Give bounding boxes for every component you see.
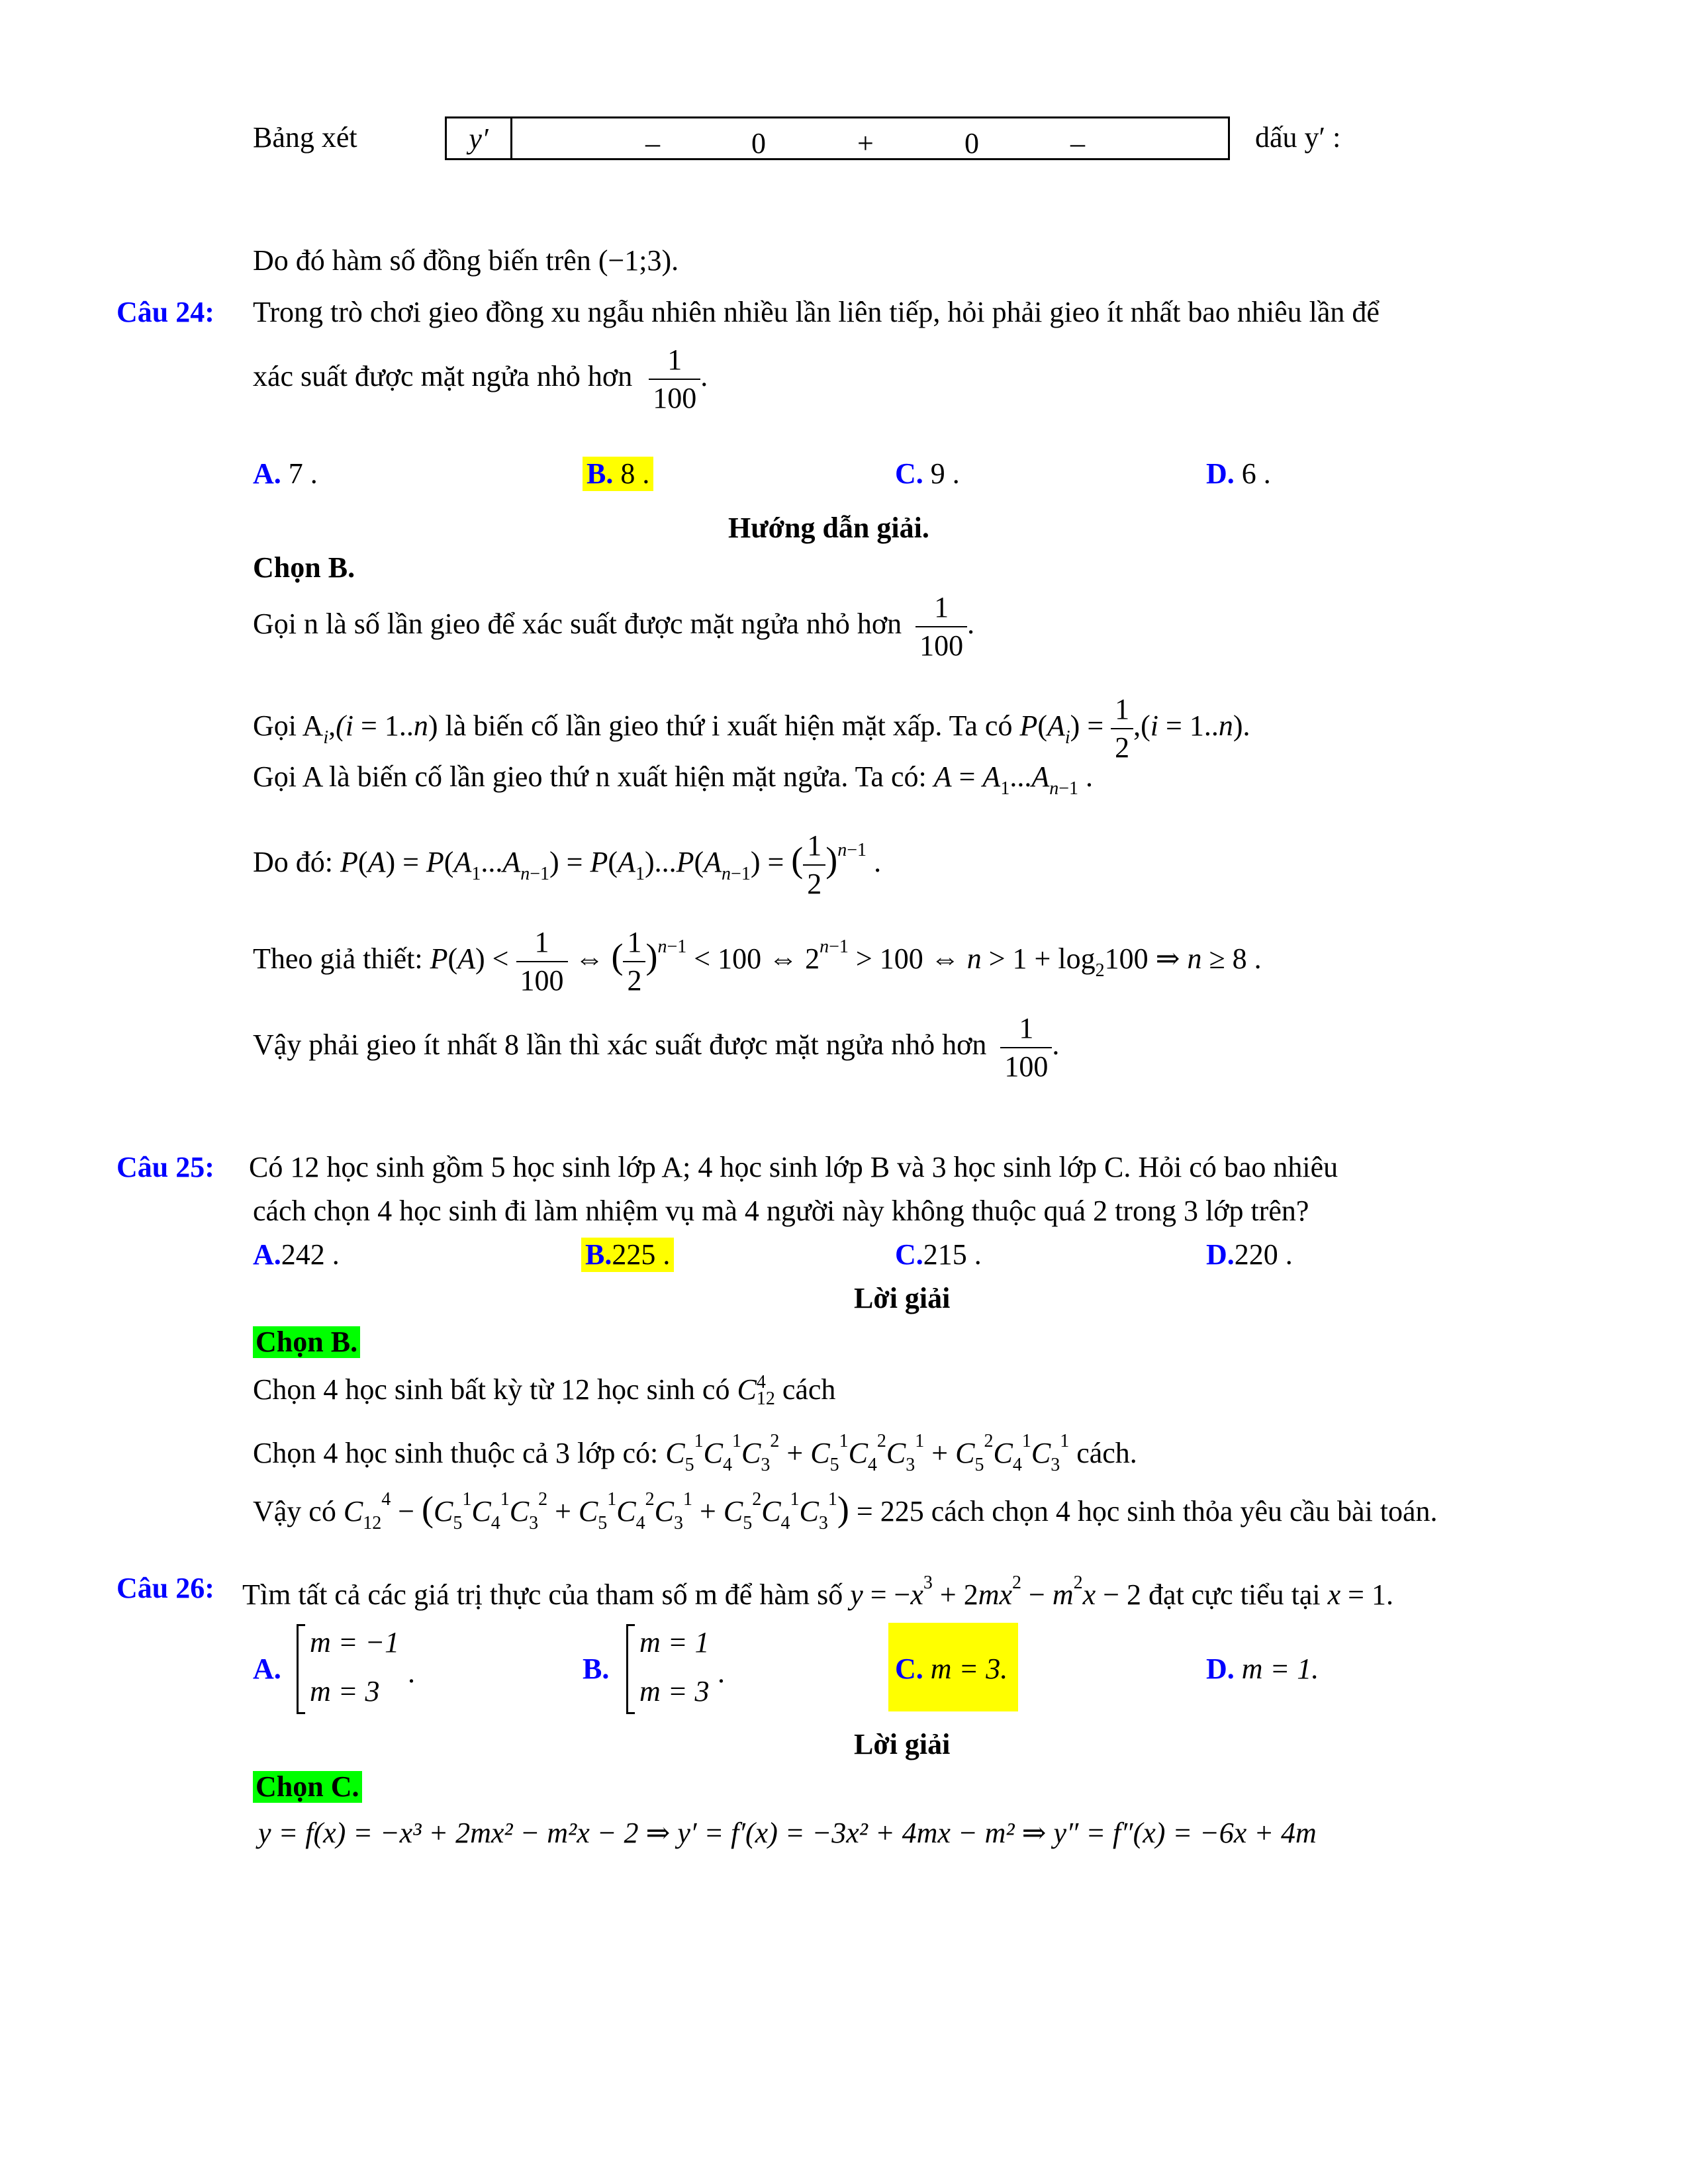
q26-option-a-line1: m = −1 bbox=[310, 1626, 400, 1659]
q24-option-d bbox=[1206, 459, 1271, 488]
q26-option-d bbox=[1206, 1655, 1319, 1684]
q24-sol1-fraction bbox=[915, 593, 967, 660]
q25-sol3-b: = 225 cách chọn 4 học sinh thỏa yêu cầu bài toán. bbox=[856, 1495, 1438, 1527]
option-letter: A. bbox=[253, 457, 281, 490]
q26-text-a: Tìm tất cả các giá trị thực của tham số m để hàm số bbox=[242, 1578, 843, 1611]
option-value: 242 . bbox=[281, 1238, 340, 1271]
q25-sol1: Chọn 4 học sinh bất kỳ từ 12 học sinh có C 4 12 cách bbox=[253, 1372, 836, 1410]
q26-guide-title: Lời giải bbox=[854, 1728, 951, 1760]
q24-text-line2-text: xác suất được mặt ngửa nhỏ hơn bbox=[253, 360, 633, 393]
option-value: 225 . bbox=[612, 1238, 671, 1271]
q25-sol2: Chọn 4 học sinh thuộc cả 3 lớp có: $C_5^1C_4^1C_3^2 + C_5^1C_4^2C_3^1 + C_5^2C_4^1C_3^1$ cách. bbox=[253, 1431, 1137, 1475]
q24-text-line2: xác suất được mặt ngửa nhỏ hơn $\frac{1}{100}$ . bbox=[253, 343, 708, 414]
q26-text-b: đạt cực tiểu tại bbox=[1149, 1578, 1321, 1611]
option-value: 215 . bbox=[923, 1238, 982, 1271]
option-letter: B. bbox=[585, 1238, 612, 1271]
sign-table-suffix: dấu y′ : bbox=[1255, 121, 1341, 154]
q24-sol1: Gọi n là số lần gieo để xác suất được mặt ngửa nhỏ hơn $\frac{1}{100}$ . bbox=[253, 591, 975, 662]
q24-sol1-text: Gọi n là số lần gieo để xác suất được mặt ngửa nhỏ hơn bbox=[253, 608, 902, 641]
sign-table-label: Bảng xét bbox=[253, 121, 357, 154]
frac-den: 100 bbox=[915, 626, 967, 660]
q25-text-line2: cách chọn 4 học sinh đi làm nhiệm vụ mà 4 người này không thuộc quá 2 trong 3 lớp trên? bbox=[253, 1195, 1309, 1227]
frac-num: 1 bbox=[934, 591, 949, 623]
q25-option-a bbox=[253, 1240, 340, 1269]
option-value: 8 . bbox=[620, 457, 650, 490]
q25-sol1-a: Chọn 4 học sinh bất kỳ từ 12 học sinh có bbox=[253, 1373, 730, 1406]
q26-option-a-letter: A. bbox=[253, 1653, 281, 1685]
q26-option-b-line2: m = 3 bbox=[639, 1675, 710, 1707]
option-value: 6 . bbox=[1241, 457, 1271, 490]
q24-sol6-fraction bbox=[1000, 1014, 1052, 1081]
q24-sol6-text: Vậy phải gieo ít nhất 8 lần thì xác suất được mặt ngửa nhỏ hơn bbox=[253, 1028, 987, 1062]
q24-option-c bbox=[895, 459, 960, 488]
q25-label: Câu 25: bbox=[117, 1151, 214, 1183]
q26-option-c bbox=[895, 1655, 1008, 1684]
q25-sol1-b: cách bbox=[782, 1373, 836, 1406]
q24-sol3: Gọi A là biến cố lần gieo thứ n xuất hiện mặt ngửa. Ta có: $A = A_1...A_{n-1}$ . bbox=[253, 760, 1093, 799]
sign-cell: 0 bbox=[751, 127, 766, 159]
q26-text: Tìm tất cả các giá trị thực của tham số m để hàm số $y = -x^3 + 2mx^2 - m^2x - 2$ đạt cực tiểu tại x = 1. bbox=[242, 1572, 1393, 1611]
conclusion-23: Do đó hàm số đồng biến trên (−1;3). bbox=[253, 244, 679, 277]
q26-option-a-line2: m = 3 bbox=[310, 1675, 380, 1707]
q24-choice: Chọn B. bbox=[253, 551, 355, 584]
q25-sol2-a: Chọn 4 học sinh thuộc cả 3 lớp có: bbox=[253, 1437, 659, 1469]
frac-den: 100 bbox=[1000, 1047, 1052, 1081]
q24-sol3-text: Gọi A là biến cố lần gieo thứ n xuất hiện mặt ngửa. Ta có: bbox=[253, 760, 927, 793]
q24-text-line1: Trong trò chơi gieo đồng xu ngẫu nhiên nhiều lần liên tiếp, hỏi phải gieo ít nhất bao nhiêu lần để bbox=[253, 296, 1380, 328]
option-value: 9 . bbox=[930, 457, 960, 490]
sign-cell: + bbox=[857, 127, 874, 159]
frac-num: 1 bbox=[1019, 1012, 1034, 1044]
q24-sol2: Gọi $A_i,(i = 1..n)$ là biến cố lần gieo thứ i xuất hiện mặt xấp. Ta có $P(A_i)$ = $\frac{1}{2}$ ,(i = 1..n). bbox=[253, 693, 1250, 764]
option-letter: C. bbox=[895, 1653, 923, 1685]
sign-cell: – bbox=[645, 127, 660, 159]
q25-sol3-a: Vậy có bbox=[253, 1495, 336, 1527]
q25-text-line1: Có 12 học sinh gồm 5 học sinh lớp A; 4 học sinh lớp B và 3 học sinh lớp C. Hỏi có bao nhiêu bbox=[249, 1151, 1338, 1183]
option-value: m = 3. bbox=[930, 1653, 1008, 1685]
q26-option-a-dot: . bbox=[408, 1657, 415, 1689]
q24-sol4: Do đó: $P(A) = P(A_1...A_{n-1}) = P(A_1)...P(A_{n-1})$ = ( $\frac{1}{2}$ )$^{n-1}$ . bbox=[253, 829, 882, 900]
q26-option-b-line1: m = 1 bbox=[639, 1626, 710, 1659]
q25-sol2-b: cách. bbox=[1076, 1437, 1137, 1469]
q24-fraction bbox=[649, 345, 700, 413]
sign-table bbox=[445, 116, 1230, 160]
q25-choice: Chọn B. bbox=[253, 1326, 360, 1358]
q25-guide-title: Lời giải bbox=[854, 1282, 951, 1314]
half-fraction: $\frac{1}{2}$ bbox=[803, 831, 825, 899]
option-letter: D. bbox=[1206, 1238, 1235, 1271]
q26-option-b-letter: B. bbox=[583, 1653, 610, 1685]
q24-sol2-b: là biến cố lần gieo thứ i xuất hiện mặt xấp. Ta có bbox=[445, 709, 1013, 743]
option-value: 7 . bbox=[288, 457, 318, 490]
q24-guide-title: Hướng dẫn giải. bbox=[728, 512, 929, 544]
q24-label: Câu 24: bbox=[117, 296, 214, 328]
q24-sol4-text: Do đó: bbox=[253, 846, 333, 879]
q26-formula: y = f(x) = −x³ + 2mx² − m²x − 2 ⇒ y′ = f′(x) = −3x² + 4mx − m² ⇒ y″ = f″(x) = −6x + 4m bbox=[258, 1817, 1317, 1849]
option-letter: A. bbox=[253, 1238, 281, 1271]
q25-sol3: Vậy có $C_{12}^4 - (C_5^1C_4^1C_3^2 + C_5^1C_4^2C_3^1 + C_5^2C_4^1C_3^1) = 225$ cách chọn 4 học sinh thỏa yêu cầu bài toán. bbox=[253, 1489, 1438, 1533]
frac-num: 1 bbox=[667, 343, 682, 376]
option-value: m = 1. bbox=[1241, 1653, 1319, 1685]
q26-label: Câu 26: bbox=[117, 1572, 214, 1604]
option-value: 220 . bbox=[1234, 1238, 1293, 1271]
q25-option-c bbox=[895, 1240, 982, 1269]
q25-option-d bbox=[1206, 1240, 1293, 1269]
q26-choice: Chọn C. bbox=[253, 1771, 362, 1803]
option-letter: C. bbox=[895, 457, 923, 490]
option-letter: D. bbox=[1206, 1653, 1235, 1685]
q25-option-b bbox=[581, 1238, 674, 1272]
sign-cell: – bbox=[1070, 127, 1085, 159]
option-letter: D. bbox=[1206, 457, 1235, 490]
q24-sol5: Theo giả thiết: P(A) < $\frac{1}{100}$ ⇔ ( $\frac{1}{2}$ )$^{n-1}$ < 100 ⇔ $2^{n-1} > 100$ ⇔ $n > 1 + \log_2100$ ⇒ n ≥ 8 . bbox=[253, 926, 1262, 997]
option-letter: B. bbox=[586, 457, 614, 490]
sign-cell: 0 bbox=[964, 127, 979, 159]
hundredth-fraction: $\frac{1}{100}$ bbox=[516, 928, 568, 995]
q24-sol2-a: Gọi A bbox=[253, 709, 324, 743]
half-fraction: $\frac{1}{2}$ bbox=[1111, 695, 1133, 762]
q24-sol5-text: Theo giả thiết: bbox=[253, 942, 423, 976]
frac-den: 100 bbox=[649, 379, 700, 413]
half-fraction: $\frac{1}{2}$ bbox=[623, 928, 645, 995]
sign-table-head: y′ bbox=[447, 118, 512, 158]
q26-option-b-bracket bbox=[626, 1624, 635, 1714]
q26-option-a-bracket bbox=[297, 1624, 305, 1714]
q26-option-b-dot: . bbox=[718, 1657, 725, 1689]
option-letter: C. bbox=[895, 1238, 923, 1271]
q24-option-a bbox=[253, 459, 318, 488]
q24-sol6: Vậy phải gieo ít nhất 8 lần thì xác suất được mặt ngửa nhỏ hơn $\frac{1}{100}$ . bbox=[253, 1012, 1060, 1083]
q24-option-b bbox=[583, 457, 653, 491]
